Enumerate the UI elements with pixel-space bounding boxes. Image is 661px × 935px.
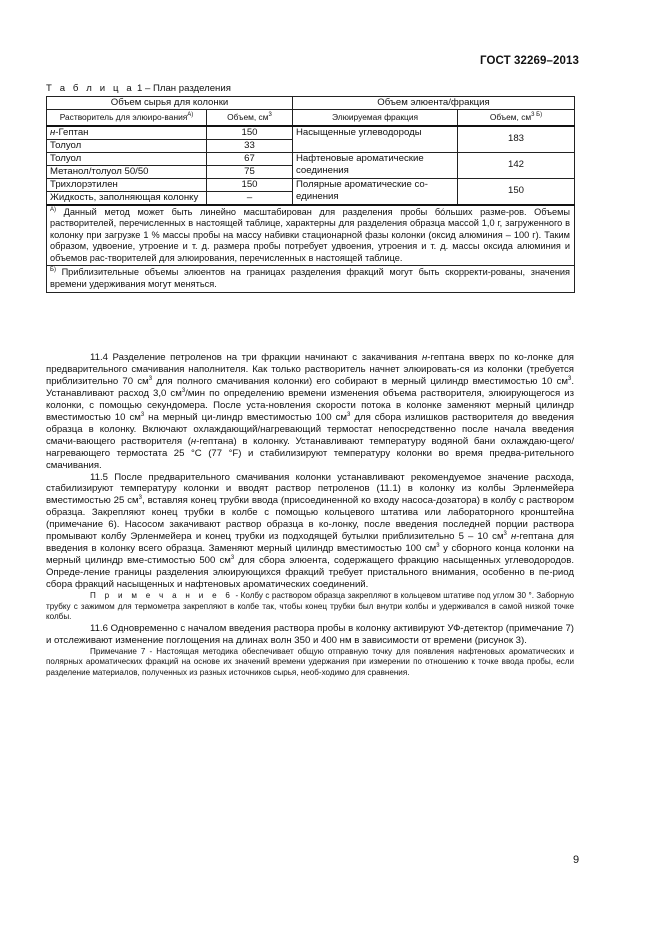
solvent-header-text: Растворитель для элюиро-вания [59, 112, 188, 122]
separation-plan-table [46, 96, 575, 293]
body-paragraph [46, 623, 574, 647]
text-segment: П р и м е ч а н и е 6 [90, 591, 234, 601]
solvent-cell: Толуол [47, 152, 207, 165]
fraction-volume-cell: 142 [458, 152, 575, 178]
fraction-name-cell: Насыщенные углеводороды [293, 126, 458, 153]
text-segment: 11.4 Разделение петроленов на три фракции начинают с закачивания [90, 352, 422, 363]
italic-text: н [421, 352, 428, 363]
body-paragraph [46, 472, 574, 592]
text-segment: Примечание 7 - Настоящая методика обеспечивает общую отправную точку для появления нафтеновых ароматических и полярных ароматических фракций на основе их значений времени удержания при измерении по отношению к точке ввода пробы, если разделение материалов, полученных из разных источников сырья, необ-ходимо для сравнения. [46, 646, 574, 677]
footnote-b-mark: Б) [50, 267, 56, 274]
fraction-volume-column-header [458, 110, 575, 126]
text-segment: -гептана) в колонку. Устанавливают температуру водяной бани охлаждаю-щего/нагревающего термостата 25 °С (77 °F) и стабилизируют температуру колонки во время предва-рительного смачивания. [46, 435, 574, 471]
solvent-volume-cell: – [207, 191, 293, 205]
italic-text: н [190, 435, 197, 447]
text-segment: , вставляя конец трубки ввода (присоединенной ко входу насоса-дозатора) в колбу с раствором образца. Закрепляют конец трубки в колбе с помощью кольцевого штатива или лабораторного кронштейна (примечание 6). Насосом закачивают раствор образца в ко-лонку, после введения последней порции раствора промывают колбу Эрленмейера и конец трубки из подходящей бутылки приблизительно 5 – 10 см [46, 495, 574, 543]
text-segment: для сбора элюента, содержащего фракцию насыщенных углеводородов. Опреде-ление границы разделения элюирующихся фракций требует пристального внимания, особенно в пе-риод сбора фракций насыщенных и нафтеновых ароматических соединений. [46, 555, 575, 591]
text-segment: для сбора излишков растворителя до введения образца в колонку. Включают охлаждающий/нагревающий термостат непосредственно после начала введения смачи-вающего растворителя ( [46, 411, 574, 447]
page-number: 9 [573, 854, 580, 866]
solvent-volume-cell: 150 [207, 126, 293, 140]
solvent-cell [47, 126, 207, 140]
solvent-volume-cell: 75 [207, 165, 293, 178]
fraction-column-header: Элюируемая фракция [293, 110, 458, 126]
superscript: 3 [347, 411, 351, 418]
text-segment: у сборного конца колонки на мерный цилиндр вме-стимостью 500 см [46, 543, 574, 567]
text-segment: . Устанавливают расход 3,0 см [46, 375, 574, 399]
footnote-a [47, 205, 575, 266]
solvent-volume-cell: 150 [207, 178, 293, 191]
solvent-name: -Гептан [55, 126, 89, 138]
superscript: 3 [436, 543, 440, 550]
superscript: 3 [138, 495, 142, 502]
text-segment: -гептана для введения в колонку всего образца. Заменяют мерный цилиндр вместимостью 100 см [46, 531, 574, 555]
solvent-cell: Жидкость, заполняющая колонку [47, 191, 207, 205]
fraction-volume-header-text: Объем, см [489, 112, 532, 122]
solvent-volume-cell: 33 [207, 139, 293, 152]
volume-unit-sup: 3 [268, 112, 272, 119]
table-footnote-row [47, 266, 575, 292]
document-standard-header: ГОСТ 32269–2013 [479, 55, 579, 67]
fraction-name-cell: Нафтеновые ароматические соединения [293, 152, 458, 178]
document-body [46, 352, 574, 679]
note-paragraph [46, 647, 574, 679]
superscript: 3 [148, 375, 153, 382]
volume-column-header [207, 110, 293, 126]
footnote-a-mark: А) [50, 206, 56, 213]
fraction-volume-cell: 183 [458, 126, 575, 153]
table-sub-header-row [47, 110, 575, 126]
superscript: 3 [567, 375, 572, 382]
text-segment: 11.6 Одновременно с началом введения раствора пробы в колонку активируют УФ-детектор (примечание 7) и отслеживают изменение поглощения на длинах волн 350 и 400 нм в зависимости от времени (рисунок 3). [46, 622, 574, 646]
table-caption-title: – План разделения [144, 83, 231, 94]
footnote-b-text: Приблизительные объемы элюентов на границах разделения фракций могут быть скорректи-рованы, значения времени удерживания могут меняться. [50, 267, 571, 290]
fraction-name-cell: Полярные ароматические со-единения [293, 178, 458, 205]
footnote-b [47, 266, 575, 292]
eluate-volume-group-header: Объем элюента/фракция [293, 97, 575, 110]
superscript: 3 [230, 555, 235, 562]
superscript: 3 [503, 531, 507, 538]
text-segment: /мин по определению времени изменения объема растворителя, элюирующегося из колонки, с помощью секундомера. После уста-новления скорости потока в колонке заменяют мерный цилиндр вместимостью 10 см [46, 387, 574, 423]
footnote-a-ref: А) [187, 112, 194, 119]
footnote-a-text: Данный метод может быть линейно масштабирован для разделения пробы бóльших разме-ров. Объемы растворителей, перечисленных в настоящей таблице, характерны для разделения образца массой 1,0 г, загруженного в колонку при загрузке 1 % массы пробы на массу набивки стационарной фазы колонки (оксид алюминия – 100 г). Таким образом, удвоение, утроение и т. д. размера пробы потребует удвоения, утроения и т. д. массы оксида алюминия и объемов рас-творителей для элюирования, перечисленных в настоящей таблице. [50, 206, 571, 263]
solvent-prefix: н [50, 126, 56, 138]
body-paragraph [46, 352, 574, 472]
table-row [47, 178, 575, 191]
text-segment: -гептана вверх по ко-лонке для предварительного смачивания наполнителя. Как только растворитель начнет элюировать-ся из колонки (требуется приблизительно 70 см [46, 352, 574, 387]
table-caption [46, 83, 231, 94]
text-segment: - Колбу с раствором образца закрепляют в кольцевом штативе под углом 30 °. Заборную трубку с зажимом для термометра закрепляют в колбе так, чтобы конец трубки был внутри колбы и удерживался в самой низкой точке колбы. [46, 591, 574, 622]
fraction-volume-cell: 150 [458, 178, 575, 205]
italic-text: н [510, 531, 517, 543]
text-segment: на мерный ци-линдр вместимостью 100 см [144, 411, 348, 423]
solvent-column-header [47, 110, 207, 126]
solvent-volume-cell: 67 [207, 152, 293, 165]
table-caption-number: 1 [136, 83, 143, 94]
text-segment: для полного смачивания колонки) его собирают в мерный цилиндр вместимостью 10 см [152, 375, 568, 387]
table-caption-label: Т а б л и ц а [46, 83, 135, 94]
feed-volume-group-header: Объем сырья для колонки [47, 97, 293, 110]
table-row [47, 126, 575, 140]
solvent-cell: Метанол/толуол 50/50 [47, 165, 207, 178]
volume-header-text: Объем, см [227, 112, 269, 122]
superscript: 3 [181, 387, 186, 394]
solvent-cell: Трихлорэтилен [47, 178, 207, 191]
table-group-header-row [47, 97, 575, 110]
table-footnote-row [47, 205, 575, 266]
text-segment: 11.5 После предварительного смачивания колонки устанавливают рекомендуемое значение расхода, стабилизируют температуру колонки и вводят раствор петроленов (11.1) в колонку из колбы Эрленмейера вместимостью 25 см [46, 471, 574, 507]
solvent-cell: Толуол [47, 139, 207, 152]
footnote-b-ref: 3 Б) [531, 112, 543, 119]
table-row [47, 152, 575, 165]
superscript: 3 [140, 411, 145, 418]
note-paragraph [46, 591, 574, 623]
